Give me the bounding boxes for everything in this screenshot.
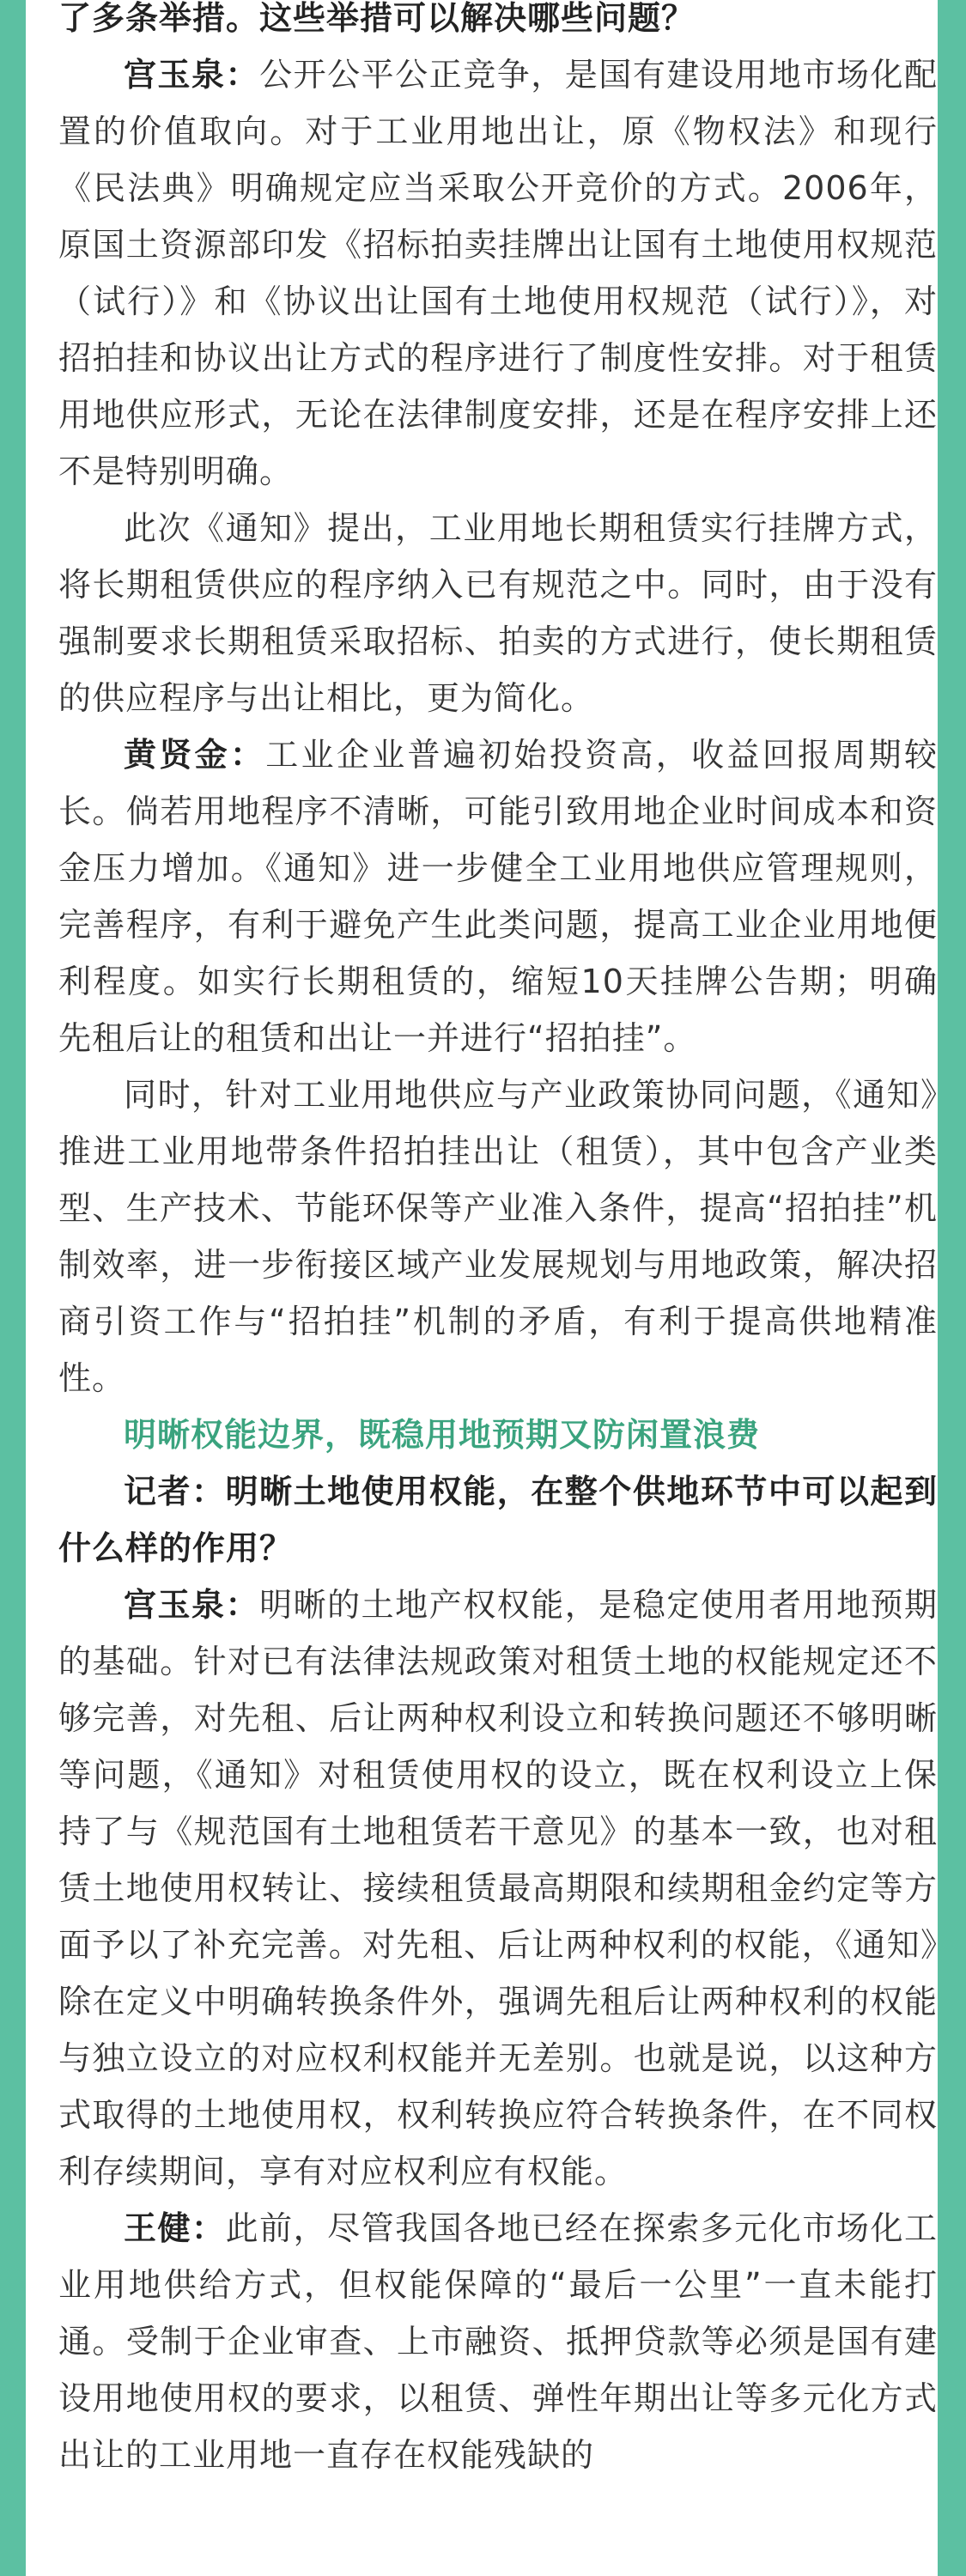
section-heading: 明晰权能边界，既稳用地预期又防闲置浪费 [124,1415,761,1454]
speaker-name: 宫玉泉： [124,1586,260,1624]
paragraph-gong-2: 此次《通知》提出，工业用地长期租赁实行挂牌方式，将长期租赁供应的程序纳入已有规范之中。同时，由于没有强制要求长期租赁采取招标、拍卖的方式进行，使长期租赁的供应程序与出让相比，更为简化。 [58,509,938,717]
paragraph-text: 工业企业普遍初始投资高，收益回报周期较长。倘若用地程序不清晰，可能引致用地企业时间成本和资金压力增加。《通知》进一步健全工业用地供应管理规则，完善程序，有利于避免产生此类问题，提高工业企业用地便利程度。如实行长期租赁的，缩短10天挂牌公告期；明确先租后让的租赁和出让一并进行“招拍挂”。 [58,736,938,1057]
paragraph-text: 明晰的土地产权权能，是稳定使用者用地预期的基础。针对已有法律法规政策对租赁土地的权能规定还不够完善，对先租、后让两种权利设立和转换问题还不够明晰等问题，《通知》对租赁使用权的设立，既在权利设立上保持了与《规范国有土地租赁若干意见》的基本一致，也对租赁土地使用权转让、接续租赁最高期限和续期租金约定等方面予以了补充完善。对先租、后让两种权利的权能，《通知》除在定义中明确转换条件外，强调先租后让两种权利的权能与独立设立的对应权利权能并无差别。也就是说，以这种方式取得的土地使用权，权利转换应符合转换条件，在不同权利存续期间，享有对应权利应有权能。 [58,1586,938,2190]
speaker-name: 黄贤金： [124,736,266,774]
paragraph-text: 此前，尽管我国各地已经在探索多元化市场化工业用地供给方式，但权能保障的“最后一公里”一直未能打通。受制于企业审查、上市融资、抵押贷款等必须是国有建设用地使用权的要求，以租赁、弹性年期出让等多元化方式出让的工业用地一直存在权能残缺的 [58,2209,938,2474]
speaker-name: 王健： [124,2209,226,2247]
paragraph-gong-1 [58,46,938,500]
paragraph-huang-2: 同时，针对工业用地供应与产业政策协同问题，《通知》推进工业用地带条件招拍挂出让（租赁），其中包含产业类型、生产技术、节能环保等产业准入条件，提高“招拍挂”机制效率，进一步衔接区域产业发展规划与用地政策，解决招商引资工作与“招拍挂”机制的矛盾，有利于提高供地精准性。 [58,1076,938,1397]
lead-question: 了多条举措。这些举措可以解决哪些问题？ [58,0,696,37]
paragraph-huang-1 [58,726,938,1066]
article-page [26,0,938,2576]
paragraph-text: 公开公平公正竞争，是国有建设用地市场化配置的价值取向。对于工业用地出让，原《物权法》和现行《民法典》明确规定应当采取公开竞价的方式。2006年，原国土资源部印发《招标拍卖挂牌出让国有土地使用权规范（试行）》和《协议出让国有土地使用权规范（试行）》，对招拍挂和协议出让方式的程序进行了制度性安排。对于租赁用地供应形式，无论在法律制度安排，还是在程序安排上还不是特别明确。 [58,56,938,490]
speaker-name: 宫玉泉： [124,56,260,94]
reporter-question: 记者：明晰土地使用权能，在整个供地环节中可以起到什么样的作用？ [58,1473,938,1567]
paragraph-wang-1 [58,2200,938,2483]
paragraph-gong-3 [58,1577,938,2200]
